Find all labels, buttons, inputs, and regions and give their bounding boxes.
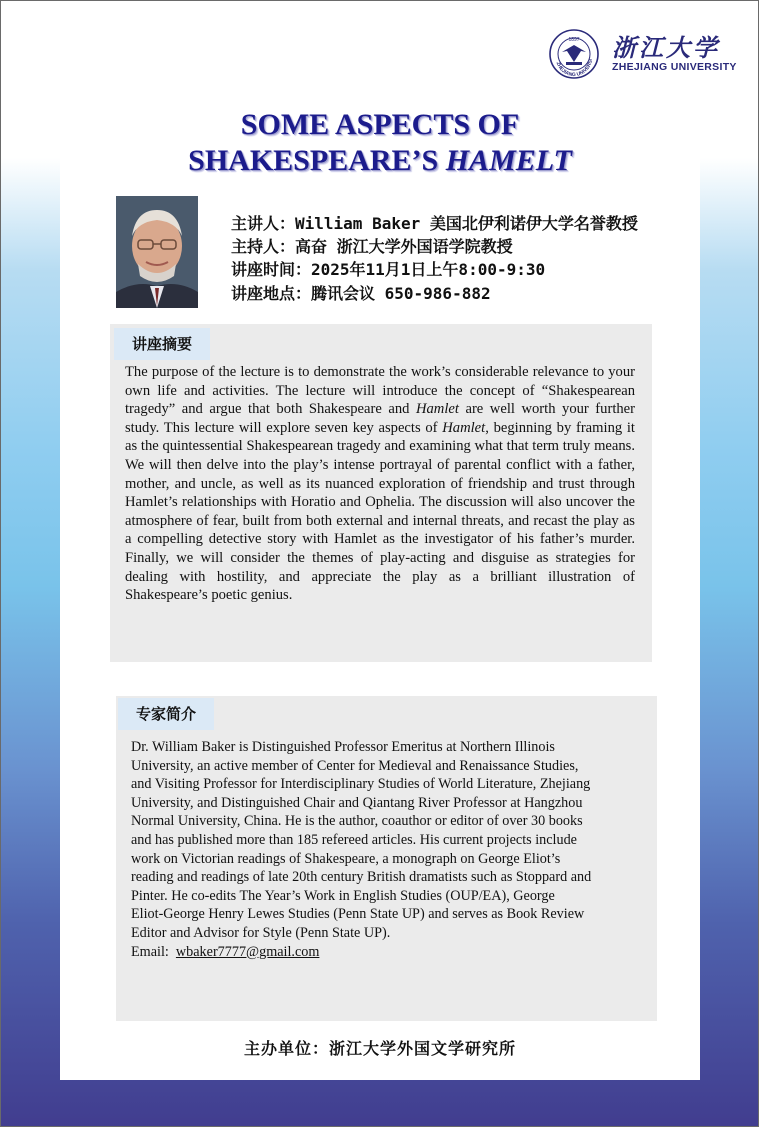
- organizer-line: 主办单位：浙江大学外国文学研究所: [243, 1039, 516, 1058]
- bio-line: work on Victorian readings of Shakespeare, a monograph on George Eliot’s: [131, 850, 561, 867]
- speaker-line: 主讲人：William Baker 美国北伊利诺伊大学名誉教授: [231, 214, 638, 233]
- abstract-label: 讲座摘要: [114, 328, 210, 360]
- host-line: 主持人：高奋 浙江大学外国语学院教授: [231, 237, 513, 256]
- title-hamelt: HAMELT: [445, 144, 572, 177]
- zju-seal-icon: [548, 28, 600, 80]
- email-label: Email:: [131, 943, 176, 960]
- title-line-1: SOME ASPECTS OF: [240, 108, 520, 141]
- seal-year: 1897: [568, 37, 580, 43]
- seal-ring-text: ZHEJIANG UNIVERSI: [554, 58, 594, 79]
- abstract-part-1: The purpose of the lecture is to demonstrate the work’s considerable relevance to your own life and activities. The lecture will introduce the concept of “Shakespearean tragedy” and argue that both Shakespeare and: [125, 364, 635, 418]
- email-link[interactable]: wbaker7777@gmail.com: [175, 943, 320, 960]
- bio-line: Pinter. He co-edits The Year’s Work in English Studies (OUP/EA), George: [131, 887, 555, 904]
- speaker-portrait-image: [116, 196, 198, 308]
- bio-text: [131, 738, 643, 961]
- bio-line: Dr. William Baker is Distinguished Professor Emeritus at Northern Illinois: [131, 739, 555, 755]
- email-line: [131, 943, 643, 962]
- title-line-2: [60, 144, 700, 178]
- bio-line: Normal University, China. He is the author, coauthor or editor of over 30 books: [131, 813, 583, 830]
- logo-chinese-name: 浙江大学: [612, 33, 720, 62]
- bio-line: University, an active member of Center for Medieval and Renaissance Studies,: [131, 757, 579, 774]
- place-line: 讲座地点：腾讯会议 650-986-882: [231, 284, 491, 303]
- bio-line: reading and readings of late 20th century British dramatists such as Stoppard and: [131, 869, 592, 886]
- bio-line: University, and Distinguished Chair and Qiantang River Professor at Hangzhou: [131, 794, 583, 811]
- abstract-part-2: are well worth your further study. This lecture will explore seven key aspects of: [125, 401, 636, 436]
- zju-logo: [548, 26, 737, 84]
- bio-line: Editor and Advisor for Style (Penn State UP).: [131, 924, 391, 941]
- bio-line: and has published more than 185 refereed articles. His current projects include: [131, 831, 577, 848]
- abstract-hamlet-2: Hamlet: [442, 419, 486, 436]
- bio-line: Eliot-George Henry Lewes Studies (Penn State UP) and serves as Book Review: [131, 906, 585, 923]
- logo-english-name: ZHEJIANG UNIVERSITY: [612, 61, 737, 73]
- abstract-hamlet-1: Hamlet: [415, 401, 459, 418]
- title-line-2-prefix: SHAKESPEARE’S: [188, 144, 446, 177]
- speaker-photo: [116, 196, 198, 308]
- time-line: 讲座时间：2025年11月1日上午8:00-9:30: [231, 260, 546, 279]
- bio-label: 专家简介: [118, 698, 214, 730]
- abstract-text: [125, 363, 635, 605]
- abstract-part-3: , beginning by framing it as the quintessential Shakespearean tragedy and examining what that term truly means. We will then delve into the play’s intense portrayal of parental conflict with a father, mother, and uncle, as well as its nuanced exploration of friendship and trust through Hamlet’s relationships with Horatio and Ophelia. The discussion will also uncover the atmosphere of fear, built from both external and internal threats, and recast the play as a compelling detective story with Hamlet as the investigator of his father’s murder. Finally, we will consider the themes of play-acting and disguise as strategies for dealing with hostility, and appreciate the play as a brilliant illustration of Shakespeare’s poetic genius.: [125, 419, 635, 604]
- bio-line: and Visiting Professor for Interdisciplinary Studies of World Literature, Zhejiang: [131, 776, 591, 793]
